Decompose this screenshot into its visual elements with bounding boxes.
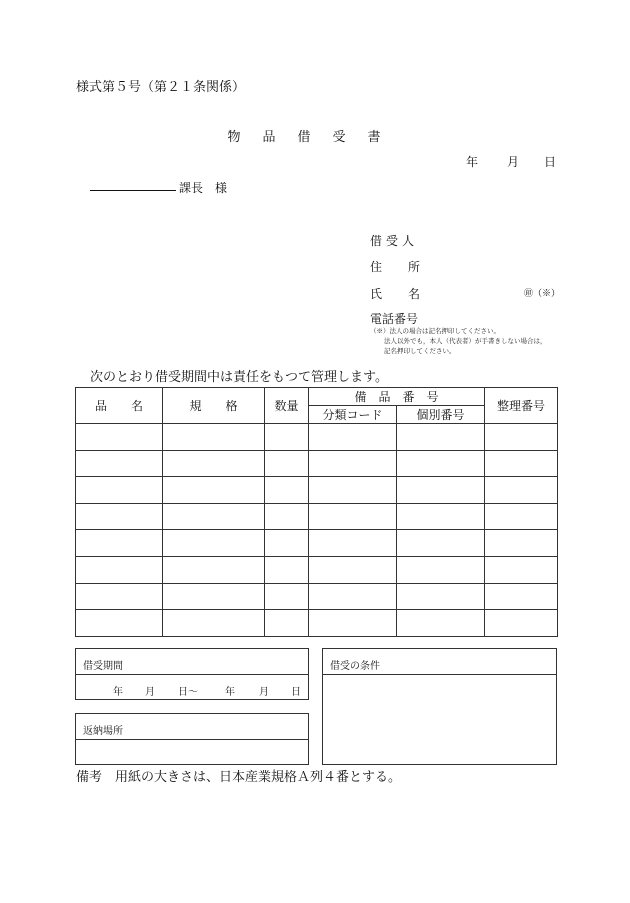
phone-label: 電話番号 <box>370 312 419 326</box>
seal-note-line3: 記名押印してください。 <box>384 347 456 355</box>
loan-period-label: 借受期間 <box>83 661 123 672</box>
cell-class-code <box>309 477 397 504</box>
cell-individual-number <box>397 556 485 583</box>
table-row <box>76 477 558 504</box>
col-header-qty: 数量 <box>265 388 309 424</box>
cell-name <box>76 610 163 637</box>
col-header-spec: 規 格 <box>163 388 265 424</box>
cell-reference-number <box>485 424 558 451</box>
loan-conditions-label: 借受の条件 <box>330 661 380 672</box>
loan-conditions-header <box>323 649 556 675</box>
cell-qty <box>265 424 309 451</box>
cell-qty <box>265 583 309 610</box>
period-from-day: 日～ <box>178 687 198 698</box>
cell-spec <box>163 530 265 557</box>
table-row <box>76 450 558 477</box>
col-header-equipment-number: 備 品 番 号 <box>309 388 485 406</box>
col-header-name: 品 名 <box>76 388 163 424</box>
return-place-header <box>76 714 308 740</box>
date-month-label: 月 <box>507 155 520 169</box>
cell-class-code <box>309 503 397 530</box>
table-row <box>76 530 558 557</box>
cell-class-code <box>309 583 397 610</box>
cell-spec <box>163 610 265 637</box>
cell-class-code <box>309 610 397 637</box>
table-row <box>76 556 558 583</box>
cell-individual-number <box>397 503 485 530</box>
table-row <box>76 583 558 610</box>
cell-spec <box>163 424 265 451</box>
cell-spec <box>163 503 265 530</box>
table-row <box>76 424 558 451</box>
cell-individual-number <box>397 530 485 557</box>
period-to-year: 年 <box>225 687 235 698</box>
items-table-body <box>76 424 558 637</box>
cell-reference-number <box>485 583 558 610</box>
address-label-right: 所 <box>408 260 421 274</box>
cell-class-code <box>309 556 397 583</box>
period-from-year: 年 <box>113 687 123 698</box>
cell-name <box>76 503 163 530</box>
cell-spec <box>163 556 265 583</box>
cell-spec <box>163 450 265 477</box>
table-row <box>76 503 558 530</box>
items-table <box>75 387 558 637</box>
cell-reference-number <box>485 450 558 477</box>
col-header-class-code: 分類コード <box>309 406 397 424</box>
loan-period-box <box>75 648 309 700</box>
cell-reference-number <box>485 556 558 583</box>
cell-qty <box>265 503 309 530</box>
seal-mark: ㊞（※） <box>524 289 561 299</box>
address-label-left: 住 <box>370 260 383 274</box>
cell-qty <box>265 477 309 504</box>
cell-spec <box>163 477 265 504</box>
cell-name <box>76 556 163 583</box>
cell-individual-number <box>397 450 485 477</box>
period-to-month: 月 <box>259 687 269 698</box>
loan-period-header <box>76 649 308 675</box>
name-label-right: 名 <box>408 287 421 301</box>
cell-individual-number <box>397 424 485 451</box>
document-title: 物品借受書 <box>227 130 403 145</box>
cell-class-code <box>309 450 397 477</box>
chief-label: 課長 様 <box>179 181 228 195</box>
cell-qty <box>265 610 309 637</box>
form-number: 様式第５号（第２１条関係） <box>76 80 246 95</box>
cell-individual-number <box>397 477 485 504</box>
cell-name <box>76 583 163 610</box>
cell-reference-number <box>485 530 558 557</box>
loan-conditions-box <box>322 648 557 765</box>
seal-note-line1: （※）法人の場合は記名押印してください。 <box>370 327 500 335</box>
cell-qty <box>265 450 309 477</box>
table-row <box>76 610 558 637</box>
cell-class-code <box>309 424 397 451</box>
period-to-day: 日 <box>291 687 301 698</box>
col-header-individual-number: 個別番号 <box>397 406 485 424</box>
cell-qty <box>265 530 309 557</box>
borrower-title: 借受人 <box>370 234 419 248</box>
seal-note-line2: 法人以外でも，本人（代表者）が手書きしない場合は， <box>384 337 547 345</box>
return-place-label: 返納場所 <box>83 726 123 737</box>
cell-individual-number <box>397 583 485 610</box>
period-from-month: 月 <box>145 687 155 698</box>
cell-reference-number <box>485 610 558 637</box>
cell-name <box>76 450 163 477</box>
cell-name <box>76 424 163 451</box>
date-year-label: 年 <box>466 155 479 169</box>
remark: 備考 用紙の大きさは、日本産業規格Ａ列４番とする。 <box>76 770 402 785</box>
date-day-label: 日 <box>544 155 557 169</box>
chief-name-blank <box>90 190 176 191</box>
col-header-reference-number: 整理番号 <box>485 388 558 424</box>
cell-spec <box>163 583 265 610</box>
return-place-box <box>75 713 309 765</box>
cell-individual-number <box>397 610 485 637</box>
cell-name <box>76 530 163 557</box>
name-label-left: 氏 <box>370 287 383 301</box>
cell-class-code <box>309 530 397 557</box>
cell-reference-number <box>485 477 558 504</box>
cell-name <box>76 477 163 504</box>
cell-qty <box>265 556 309 583</box>
cell-reference-number <box>485 503 558 530</box>
intro-statement: 次のとおり借受期間中は責任をもつて管理します。 <box>90 370 388 385</box>
